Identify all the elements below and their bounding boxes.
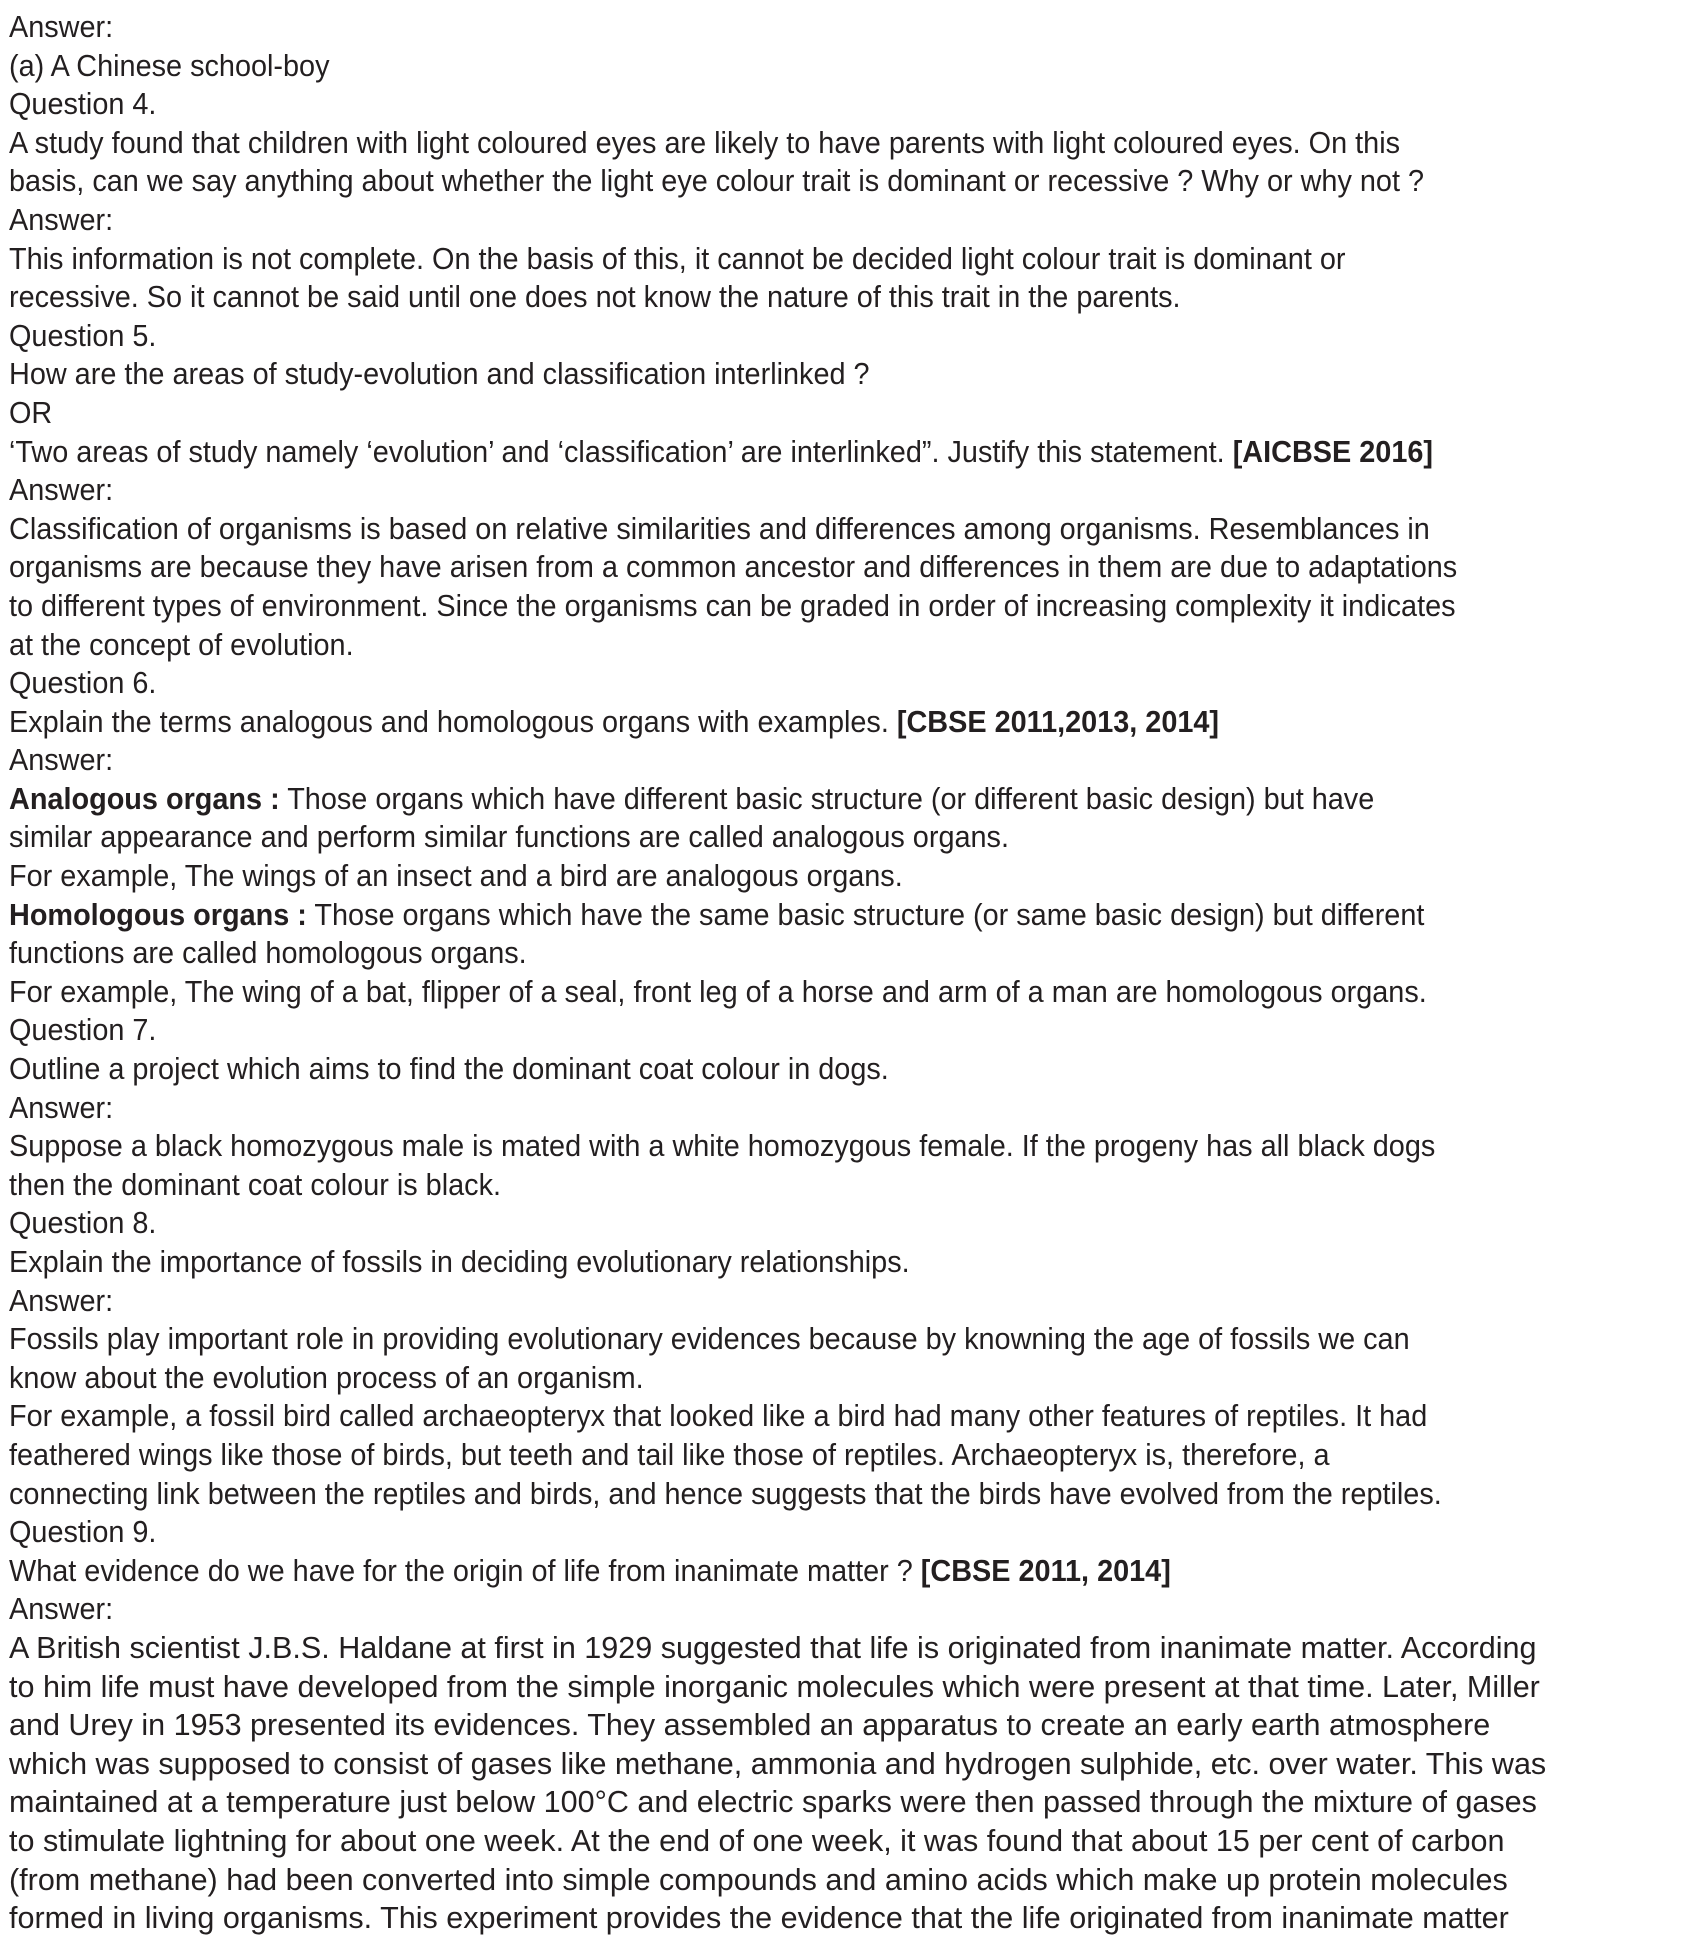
text-segment: similar appearance and perform similar functions are called analogous organs. — [9, 819, 1009, 855]
text-line-answer-wide — [9, 1861, 1700, 1900]
text-line-question — [9, 703, 1683, 742]
text-segment: Answer: — [9, 201, 114, 237]
text-line-label — [9, 201, 1683, 240]
text-segment: Answer: — [9, 1282, 114, 1318]
text-segment: Question 6. — [9, 665, 157, 701]
text-line-question-heading — [9, 1513, 1683, 1552]
text-segment: A study found that children with light coloured eyes are likely to have parents with light coloured eyes. On this — [9, 124, 1401, 160]
text-segment: Classification of organisms is based on relative similarities and differences among organisms. Resemblances in — [9, 510, 1430, 546]
text-line-question — [9, 162, 1683, 201]
text-segment: Those organs which have the same basic structure (or same basic design) but different — [306, 896, 1425, 932]
text-line-answer — [9, 587, 1683, 626]
text-line-question-heading — [9, 85, 1683, 124]
text-line-answer — [9, 818, 1683, 857]
text-segment: ‘Two areas of study namely ‘evolution’ and ‘classification’ are interlinked”. Justify this statement. — [9, 433, 1233, 469]
text-line-label — [9, 741, 1683, 780]
text-segment: Question 8. — [9, 1205, 157, 1241]
text-line-answer — [9, 780, 1683, 819]
text-segment: and Urey in 1953 presented its evidences. They assembled an apparatus to create an early earth atmosphere — [9, 1707, 1491, 1743]
bold-text-segment: Homologous organs : — [9, 896, 307, 932]
text-line-answer — [9, 510, 1683, 549]
text-segment: What evidence do we have for the origin of life from inanimate matter ? — [9, 1552, 921, 1588]
text-segment: Explain the importance of fossils in deciding evolutionary relationships. — [9, 1244, 910, 1279]
text-line-label — [9, 1089, 1683, 1128]
text-line-question — [9, 355, 1683, 394]
text-line-answer — [9, 1166, 1683, 1205]
text-segment: then the dominant coat colour is black. — [9, 1166, 501, 1202]
text-segment: Question 5. — [9, 317, 157, 353]
text-segment: formed in living organisms. This experiment provides the evidence that the life originated from inanimate matter — [9, 1900, 1509, 1936]
text-line-question — [9, 1552, 1683, 1591]
text-segment: (from methane) had been converted into simple compounds and amino acids which make up protein molecules — [9, 1861, 1508, 1897]
text-line-answer — [9, 1359, 1683, 1398]
text-line-answer — [9, 548, 1683, 587]
text-line-answer — [9, 1127, 1683, 1166]
text-line-answer-wide — [9, 1629, 1700, 1668]
text-segment: Question 4. — [9, 86, 157, 122]
text-line-answer — [9, 1475, 1683, 1514]
text-segment: This information is not complete. On the basis of this, it cannot be decided light colour trait is dominant or — [9, 240, 1346, 276]
text-segment: Answer: — [9, 9, 114, 44]
text-segment: to stimulate lightning for about one week. At the end of one week, it was found that about 15 per cent of carbon — [9, 1822, 1505, 1858]
text-line-answer-wide — [9, 1783, 1700, 1822]
text-line-question-heading — [9, 1204, 1683, 1243]
text-segment: (a) A Chinese school-boy — [9, 47, 330, 83]
text-line-question-heading — [9, 1011, 1683, 1050]
text-segment: basis, can we say anything about whether the light eye colour trait is dominant or recessive ? Why or why not ? — [9, 163, 1424, 199]
text-segment: Fossils play important role in providing evolutionary evidences because by knowning the age of fossils we can — [9, 1321, 1410, 1357]
text-line-answer-wide — [9, 1668, 1700, 1707]
text-segment: How are the areas of study-evolution and classification interlinked ? — [9, 356, 870, 392]
text-line-answer — [9, 857, 1683, 896]
text-segment: Question 9. — [9, 1514, 157, 1550]
text-line-answer — [9, 896, 1683, 935]
bold-text-segment: [CBSE 2011,2013, 2014] — [896, 703, 1220, 739]
text-segment: Answer: — [9, 1089, 114, 1125]
text-segment: Answer: — [9, 1591, 114, 1627]
text-line-question — [9, 394, 1683, 433]
text-segment: maintained at a temperature just below 100°C and electric sparks were then passed through the mixture of gases — [9, 1784, 1537, 1820]
text-segment: to him life must have developed from the simple inorganic molecules which were present at that time. Later, Miller — [9, 1668, 1540, 1704]
text-line-answer — [9, 934, 1683, 973]
text-segment: organisms are because they have arisen from a common ancestor and differences in them are due to adaptations — [9, 549, 1458, 585]
text-segment: OR — [9, 394, 53, 430]
text-line-answer — [9, 1320, 1683, 1359]
text-line-question-heading — [9, 664, 1683, 703]
text-line-answer-wide — [9, 1899, 1700, 1938]
text-line-answer — [9, 240, 1683, 279]
text-segment: functions are called homologous organs. — [9, 935, 527, 971]
text-line-question-heading — [9, 317, 1683, 356]
text-line-label — [9, 471, 1683, 510]
bold-text-segment: Analogous organs : — [9, 780, 280, 816]
text-segment: Question 7. — [9, 1012, 157, 1048]
text-segment: which was supposed to consist of gases like methane, ammonia and hydrogen sulphide, etc. over water. This was — [9, 1745, 1547, 1781]
text-line-label — [9, 1590, 1683, 1629]
text-segment: For example, The wings of an insect and a bird are analogous organs. — [9, 858, 903, 894]
text-line-question — [9, 124, 1683, 163]
text-segment: Suppose a black homozygous male is mated with a white homozygous female. If the progeny has all black dogs — [9, 1128, 1436, 1164]
text-line-question — [9, 1050, 1683, 1089]
text-line-answer — [9, 47, 1683, 86]
text-segment: Explain the terms analogous and homologous organs with examples. — [9, 703, 897, 739]
text-line-answer — [9, 973, 1683, 1012]
text-line-answer — [9, 626, 1683, 665]
text-segment: For example, The wing of a bat, flipper of a seal, front leg of a horse and arm of a man are homologous organs. — [9, 973, 1427, 1009]
text-line-answer — [9, 1436, 1683, 1475]
text-segment: Answer: — [9, 742, 114, 778]
bold-text-segment: [AICBSE 2016] — [1232, 433, 1433, 469]
text-segment: Those organs which have different basic structure (or different basic design) but have — [279, 780, 1375, 816]
bold-text-segment: [CBSE 2011, 2014] — [920, 1552, 1171, 1588]
text-segment: connecting link between the reptiles and birds, and hence suggests that the birds have evolved from the reptiles. — [9, 1475, 1442, 1511]
text-segment: to different types of environment. Since the organisms can be graded in order of increasing complexity it indicates — [9, 587, 1456, 623]
text-segment: For example, a fossil bird called archaeopteryx that looked like a bird had many other features of reptiles. It had — [9, 1398, 1428, 1434]
text-segment: Outline a project which aims to find the dominant coat colour in dogs. — [9, 1051, 889, 1087]
text-segment: know about the evolution process of an organism. — [9, 1359, 644, 1395]
text-line-answer — [9, 1397, 1683, 1436]
text-line-answer-wide — [9, 1706, 1700, 1745]
text-line-answer-wide — [9, 1822, 1700, 1861]
text-segment: at the concept of evolution. — [9, 626, 354, 662]
text-segment: A British scientist J.B.S. Haldane at first in 1929 suggested that life is originated from inanimate matter. According — [9, 1629, 1537, 1665]
text-line-label — [9, 1282, 1683, 1321]
text-line-answer — [9, 278, 1683, 317]
text-segment: Answer: — [9, 472, 114, 508]
text-segment: recessive. So it cannot be said until one does not know the nature of this trait in the parents. — [9, 279, 1181, 315]
text-line-question — [9, 433, 1683, 472]
text-line-label — [9, 8, 1683, 47]
text-line-answer-wide — [9, 1745, 1700, 1784]
text-segment: feathered wings like those of birds, but teeth and tail like those of reptiles. Archaeopteryx is, therefore, a — [9, 1436, 1330, 1472]
text-line-question — [9, 1243, 1683, 1282]
